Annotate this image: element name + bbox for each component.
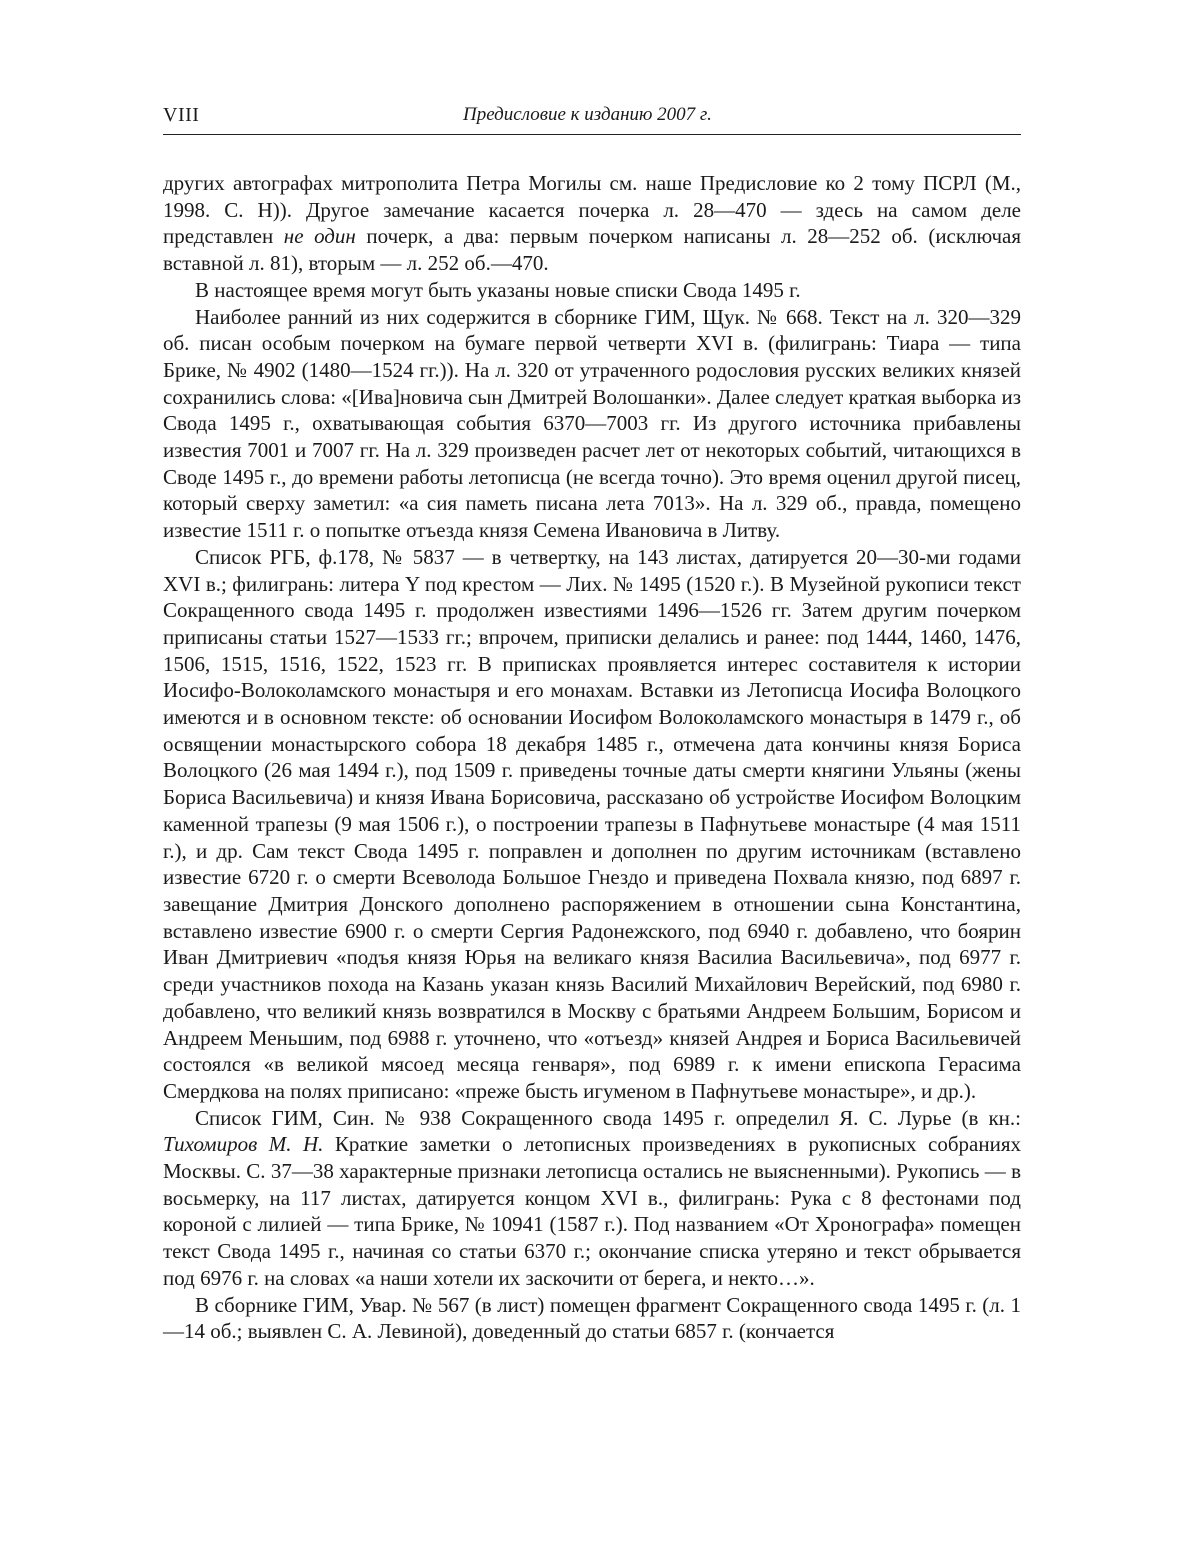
paragraph-text: Краткие заметки о летописных произведениях в рукописных собраниях Москвы. С. 37—38 характерные признаки летописца остались не выясненными). Рукопись — в восьмерку, на 117 листах, датируется концом XVI в., филигрань: Рука с 8 фестонами под короной с лилией — типа Брике, № 10941 (1587 г.). Под названием «От Хронографа» помещен текст Свода 1495 г., начиная со статьи 6370 г.; окончание списка утеряно и текст обрывается под 6976 г. на словах «а наши хотели их заскочити от берега, и некто…».: [163, 1132, 1021, 1290]
paragraph-continuation: [163, 170, 1021, 277]
paragraph: Список РГБ, ф.178, № 5837 — в четвертку, на 143 листах, датируется 20—30-ми годами XVI в.; филигрань: литера Y под крестом — Лих. № 1495 (1520 г.). В Музейной рукописи текст Сокращенного свода 1495 г. продолжен известиями 1496—1526 гг. Затем другим почерком приписаны статьи 1527—1533 гг.; впрочем, приписки делались и ранее: под 1444, 1460, 1476, 1506, 1515, 1516, 1522, 1523 гг. В приписках проявляется интерес составителя к истории Иосифо-Волоколамского монастыря и его монахам. Вставки из Летописца Иосифа Волоцкого имеются и в основном тексте: об основании Иосифом Волоколамского монастыря в 1479 г., об освящении монастырского собора 18 декабря 1485 г., отмечена дата кончины князя Бориса Волоцкого (26 мая 1494 г.), под 1509 г. приведены точные даты смерти княгини Ульяны (жены Бориса Васильевича) и князя Ивана Борисовича, рассказано об устройстве Иосифом Волоцким каменной трапезы (9 мая 1506 г.), о построении трапезы в Пафнутьеве монастыре (4 мая 1511 г.), и др. Сам текст Свода 1495 г. поправлен и дополнен по другим источникам (вставлено известие 6720 г. о смерти Всеволода Большое Гнездо и приведена Похвала князю, под 6897 г. завещание Дмитрия Донского дополнено распоряжением в отношении сына Константина, вставлено известие 6900 г. о смерти Сергия Радонежского, под 6940 г. добавлено, что боярин Иван Дмитриевич «подъя князя Юрья на великаго князя Василиа Васильевича», под 6977 г. среди участников похода на Казань указан князь Василий Михайлович Верейский, под 6980 г. добавлено, что великий князь возвратился в Москву с братьями Андреем Большим, Борисом и Андреем Меньшим, под 6988 г. уточнено, что «отъезд» князей Андрея и Бориса Васильевичей состоялся «в великой мясоед месяца генваря», под 6989 г. к имени епископа Герасима Смердкова на полях приписано: «преже бысть игуменом в Пафнутьеве монастыре», и др.).: [163, 544, 1021, 1103]
paragraph-text: других автографах митрополита Петра Могилы см. наше Предисловие ко 2 тому ПСРЛ (М., 1998. С. Н)). Другое замечание касается почерка л. 28—470 — здесь на самом деле представлен: [163, 171, 1021, 249]
paragraph: [163, 1105, 1021, 1292]
paragraph-text: почерк, а два: первым почерком написаны л. 28—252 об. (исключая вставной л. 81), вторым — л. 252 об.—470.: [163, 224, 1021, 276]
author-citation: Тихомиров М. Н.: [163, 1132, 324, 1157]
running-title: Предисловие к изданию 2007 г.: [463, 104, 712, 125]
paragraph: Наиболее ранний из них содержится в сборнике ГИМ, Щук. № 668. Текст на л. 320—329 об. писан особым почерком на бумаге первой четверти XVI в. (филигрань: Тиара — типа Брике, № 4902 (1480—1524 гг.)). На л. 320 от утраченного родословия русских великих князей сохранились слова: «[Ива]новича сын Дмитрей Волошанки». Далее следует краткая выборка из Свода 1495 г., охватывающая события 6370—7003 гг. Из другого источника прибавлены известия 7001 и 7007 гг. На л. 329 произведен расчет лет от некоторых событий, читающихся в Своде 1495 г., до времени работы летописца (не всегда точно). Это время оценил другой писец, который сверху заметил: «а сия паметь писана лета 7013». На л. 329 об., правда, помещено известие 1511 г. о попытке отъезда князя Семена Ивановича в Литву.: [163, 304, 1022, 543]
page-number: VIII: [163, 104, 200, 126]
paragraph: В настоящее время могут быть указаны новые списки Свода 1495 г.: [195, 277, 801, 302]
paragraph-text: Список ГИМ, Син. № 938 Сокращенного свода 1495 г. определил Я. С. Лурье (в кн.:: [195, 1105, 1021, 1130]
paragraph: В сборнике ГИМ, Увар. № 567 (в лист) помещен фрагмент Сокращенного свода 1495 г. (л. 1—14 об.; выявлен С. А. Левиной), доведенный до статьи 6857 г. (кончается: [163, 1292, 1021, 1344]
page-header: [163, 104, 1021, 135]
emphasis-text: не один: [283, 224, 356, 249]
body-text: [163, 170, 1021, 1345]
